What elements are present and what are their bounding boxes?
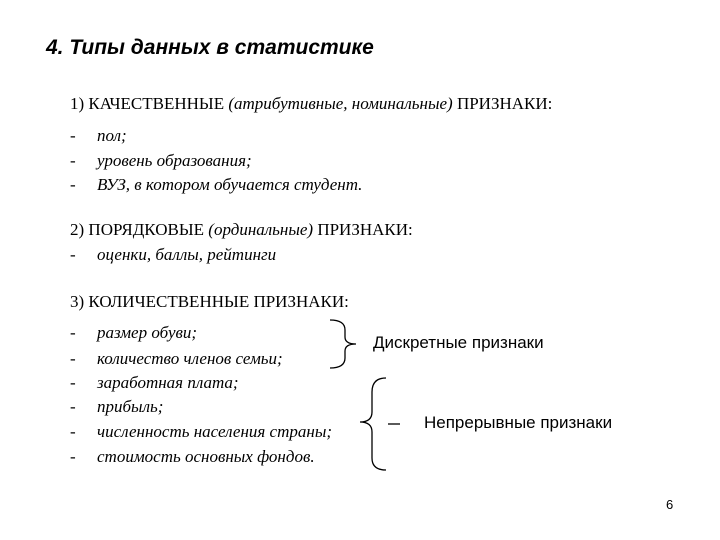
bullet-dash: - bbox=[70, 151, 76, 170]
section-3-heading-main: 3) КОЛИЧЕСТВЕННЫЕ ПРИЗНАКИ: bbox=[70, 292, 349, 311]
continuous-brace bbox=[360, 378, 386, 470]
continuous-label: Непрерывные признаки bbox=[424, 413, 613, 432]
bullet-dash: - bbox=[70, 397, 76, 416]
section-2-heading-main: 2) ПОРЯДКОВЫЕ bbox=[70, 220, 205, 239]
section-1-heading-tail: ПРИЗНАКИ: bbox=[456, 94, 553, 113]
list-item-text: прибыль; bbox=[97, 397, 164, 416]
bullet-dash: - bbox=[70, 323, 76, 342]
list-item-text: количество членов семьи; bbox=[97, 349, 283, 368]
bullet-dash: - bbox=[70, 175, 76, 194]
bullet-dash: - bbox=[70, 126, 76, 145]
list-item-text: стоимость основных фондов. bbox=[97, 447, 315, 466]
list-item-text: уровень образования; bbox=[97, 151, 252, 170]
section-2-heading-note: (ординальные) bbox=[208, 220, 314, 239]
list-item-text: ВУЗ, в котором обучается студент. bbox=[97, 175, 363, 194]
bullet-dash: - bbox=[70, 245, 76, 264]
discrete-brace bbox=[330, 320, 356, 368]
page-number: 6 bbox=[666, 497, 674, 512]
section-1-heading-note: (атрибутивные, номинальные) bbox=[228, 94, 453, 113]
list-item-text: пол; bbox=[97, 126, 127, 145]
list-item-text: численность населения страны; bbox=[97, 422, 332, 441]
list-item-text: заработная плата; bbox=[97, 373, 239, 392]
list-item-text: оценки, баллы, рейтинги bbox=[97, 245, 277, 264]
slide-title: 4. Типы данных в статистике bbox=[46, 36, 374, 59]
discrete-label: Дискретные признаки bbox=[373, 333, 544, 352]
bullet-dash: - bbox=[70, 447, 76, 466]
bullet-dash: - bbox=[70, 422, 76, 441]
bullet-dash: - bbox=[70, 349, 76, 368]
section-2-heading-tail: ПРИЗНАКИ: bbox=[317, 220, 413, 239]
bullet-dash: - bbox=[70, 373, 76, 392]
list-item-text: размер обуви; bbox=[97, 323, 198, 342]
section-1-heading-main: 1) КАЧЕСТВЕННЫЕ bbox=[70, 94, 225, 113]
